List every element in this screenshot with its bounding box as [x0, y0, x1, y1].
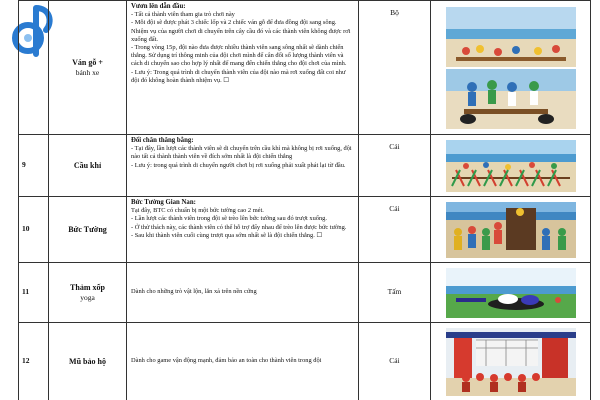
description-title: Vươn lên dẫn đầu:	[131, 3, 186, 10]
description-line: Dành cho game vận động mạnh, đảm bảo an toàn cho thành viên trong đội	[131, 357, 322, 365]
row-number	[19, 1, 49, 135]
description-line: Tại đây, BTC có chuẩn bị một bức tường cao 2 mét.	[131, 207, 264, 215]
description-line: - Tại đây, lần lượt các thành viên sẽ di chuyển trên cầu khỉ mà không bị rơi xuống, đội nào tất cả thành thành viên về đích sớm nhất là đội chiến thắng	[131, 145, 352, 161]
item-unit: Cái	[359, 197, 431, 263]
item-name-sub: bánh xe	[75, 67, 100, 77]
description-line: - Tất cả thành viên tham gia trò chơi này	[131, 11, 235, 19]
item-name	[49, 1, 127, 135]
description-title: Bức Tường Gian Nan:	[131, 199, 196, 206]
row-number: 10	[19, 197, 49, 263]
table-row	[19, 1, 591, 135]
table-row	[19, 197, 591, 263]
item-name-main: Thảm xốp	[70, 283, 105, 292]
item-description	[127, 1, 359, 135]
climbing-wall-photo	[446, 202, 576, 258]
description-line: Dành cho những trò vật lộn, lăn xả trên nền cứng	[131, 288, 257, 296]
row-number: 12	[19, 323, 49, 400]
table-row	[19, 135, 591, 197]
row-number: 11	[19, 263, 49, 323]
table-row	[19, 323, 591, 400]
item-name-main: Mũ bảo hộ	[69, 356, 106, 366]
monkey-bridge-photo	[446, 140, 576, 192]
item-name	[49, 323, 127, 400]
item-description	[127, 135, 359, 197]
description-line: - Trong vòng 15p, đội nào đưa được nhiều thành viên sang sông nhất sẽ dành chiến thắng. Sử dụng trí thông minh của đội chơi mình để cân đối số lượng thành viên và cách di chuyển sao cho hợp lý nhất để mang đến chiến thắng cho đội chơi của mình.	[131, 44, 347, 68]
item-description	[127, 197, 359, 263]
item-name	[49, 135, 127, 197]
item-unit: Tấm	[359, 263, 431, 323]
description-line: - Ở thử thách này, các thành viên có thể hỗ trợ đẩy nhau để trèo lên được bức tường.	[131, 223, 347, 231]
item-name	[49, 197, 127, 263]
helmet-stage-photo	[446, 328, 576, 396]
table-row	[19, 263, 591, 323]
item-unit: Bộ	[359, 1, 431, 135]
item-photo-cell	[431, 323, 591, 400]
item-name-sub: yoga	[80, 292, 95, 302]
description-line: - Lưu ý: Trong quá trình di chuyển thành viên của đội nào mà rơi xuống đất coi như đội đó không hoàn thành nhiệm vụ. ☐	[131, 68, 346, 84]
description-line: - Lần lượt các thành viên trong đội sẽ trèo lên bức tường sau đó trượt xuống.	[131, 215, 327, 223]
item-photo-cell	[431, 197, 591, 263]
foam-mat-photo	[446, 268, 576, 318]
description-title: Đối chân thăng bằng:	[131, 137, 194, 144]
item-name	[49, 263, 127, 323]
row-number: 9	[19, 135, 49, 197]
item-photo-cell	[431, 1, 591, 135]
description-line: - Lưu ý: trong quá trình di chuyển người chơi bị rơi xuống phải xuất phát lại từ đầu.	[131, 161, 346, 169]
item-unit: Cái	[359, 323, 431, 400]
description-line: - Mỗi đội sẽ được phát 3 chiếc lốp và 2 chiếc ván gỗ để đưa đồng đội sang sông. Nhiệm vụ của người chơi di chuyển trên cây cầu đó và các thành viên không được rơi xuống đất.	[131, 19, 351, 43]
item-unit: Cái	[359, 135, 431, 197]
item-photo-cell	[431, 263, 591, 323]
item-name-main: Bức Tường	[68, 224, 107, 234]
item-photo-cell	[431, 135, 591, 197]
beach-plank-photo	[446, 7, 576, 129]
description-line: - Sau khi thành viên cuối cùng trượt qua sớm nhất sẽ là đội chiến thắng. ☐	[131, 231, 323, 239]
item-description	[127, 323, 359, 400]
item-description	[127, 263, 359, 323]
item-name-main: Cầu khỉ	[73, 160, 102, 170]
item-name-main: Ván gỗ +	[72, 58, 103, 67]
equipment-table	[18, 0, 591, 400]
